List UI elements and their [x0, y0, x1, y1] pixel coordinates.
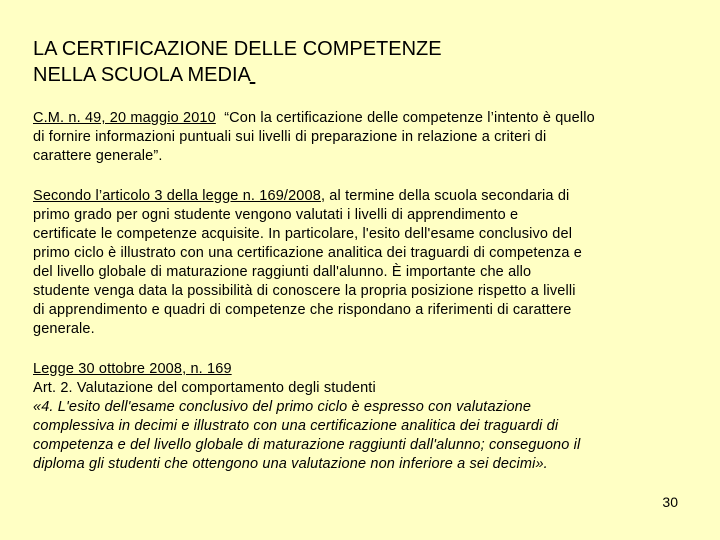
title-line-2 [33, 62, 442, 88]
p3-quote-line: «4. L'esito dell'esame conclusivo del primo ciclo è espresso con valutazione [33, 399, 532, 415]
page-number: 30 [662, 494, 678, 510]
p3-line-ref [33, 360, 693, 379]
p2-line: primo grado per ogni studente vengono valutati i livelli di apprendimento e [33, 207, 519, 223]
p2-line-1-rest: , al termine della scuola secondaria di [320, 188, 570, 204]
circolare-reference-link[interactable]: C.M. n. 49, 20 maggio 2010 [33, 110, 216, 126]
p1-line-2: di fornire informazioni puntuali sui livelli di preparazione in relazione a criteri di [33, 129, 547, 145]
p2-line: studente venga data la possibilità di conoscere la propria posizione rispetto a livelli [33, 283, 576, 299]
p1-line-1 [33, 109, 693, 128]
p3-quote-line: competenza e del livello globale di maturazione raggiunti dall'alunno; conseguono il [33, 437, 581, 453]
p3-quote-line: complessiva in decimi e illustrato con una certificazione analitica dei traguardi di [33, 418, 559, 434]
title-underline-trail [250, 64, 256, 86]
p1-line-3: carattere generale”. [33, 148, 163, 164]
slide-title [33, 36, 442, 88]
title-line-2-text: NELLA SCUOLA MEDIA [33, 64, 250, 86]
p2-line: generale. [33, 321, 95, 337]
legge-169-reference-link[interactable]: Legge 30 ottobre 2008, n. 169 [33, 361, 232, 377]
p2-line: primo ciclo è illustrato con una certificazione analitica dei traguardi di competenza e [33, 245, 583, 261]
p3-quote-line: diploma gli studenti che ottengono una valutazione non inferiore a sei decimi». [33, 456, 548, 472]
paragraph-legge-169 [33, 360, 693, 474]
p2-line: del livello globale di maturazione raggiunti dall'alunno. È importante che allo [33, 264, 532, 280]
title-line-1: LA CERTIFICAZIONE DELLE COMPETENZE [33, 38, 442, 60]
paragraph-articolo-3 [33, 187, 693, 339]
p1-line-1-rest: “Con la certificazione delle competenze l’intento è quello [215, 110, 595, 126]
articolo-3-reference-link[interactable]: Secondo l’articolo 3 della legge n. 169/2008 [33, 188, 321, 204]
paragraph-circolare [33, 109, 693, 166]
p2-line: di apprendimento e quadri di competenze che rispondano a riferimenti di carattere [33, 302, 572, 318]
p2-line-1 [33, 187, 693, 206]
p2-line: certificate le competenze acquisite. In particolare, l'esito dell'esame conclusivo del [33, 226, 573, 242]
p3-article-heading: Art. 2. Valutazione del comportamento degli studenti [33, 380, 376, 396]
